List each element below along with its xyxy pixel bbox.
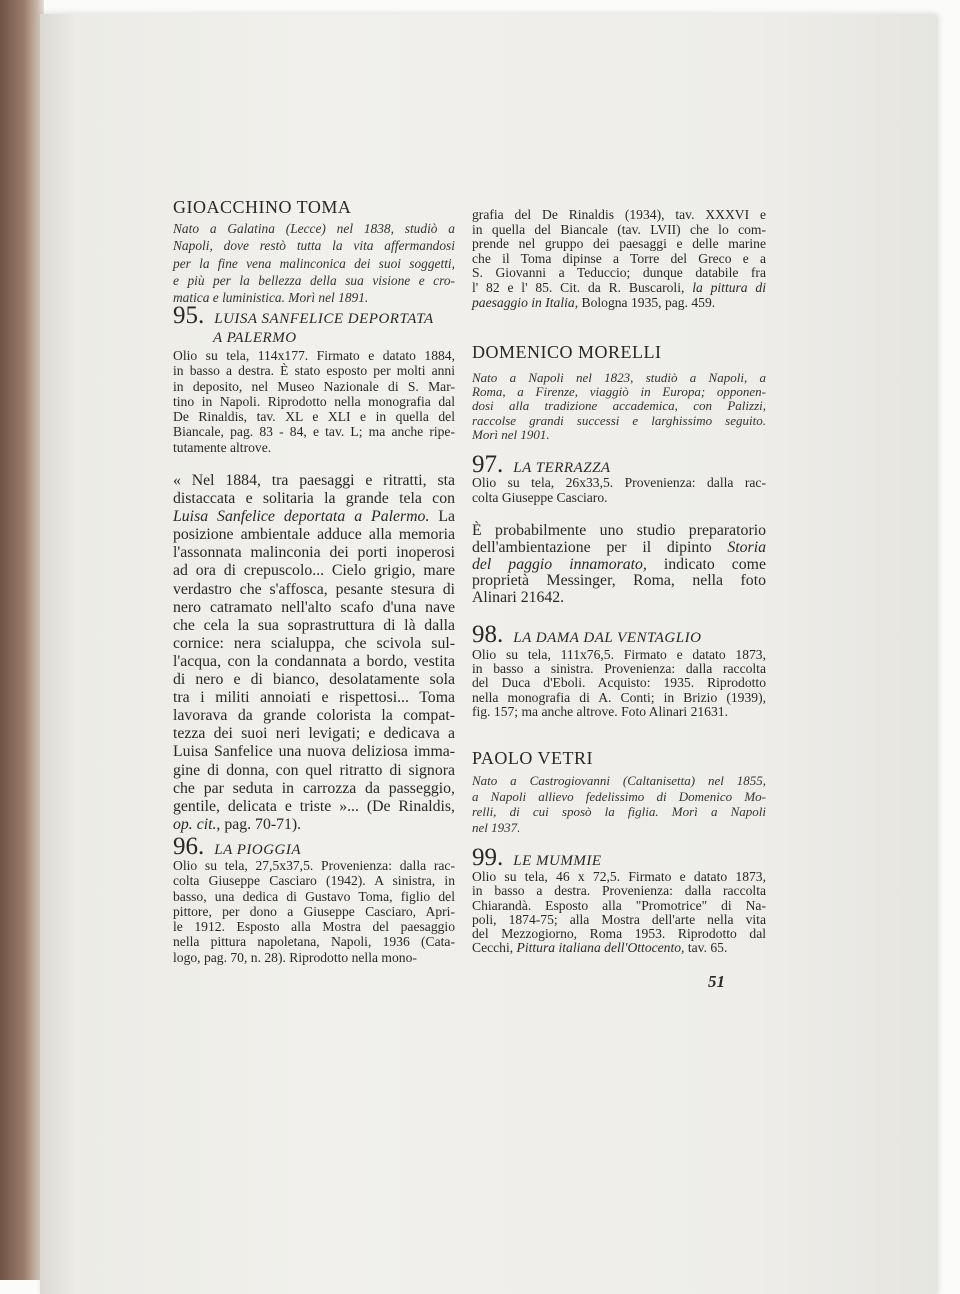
text-line: È probabilmente uno studio preparatorio [472, 522, 766, 539]
text-segment: paesaggio in Italia, [472, 294, 579, 310]
entry-96-continued [472, 208, 766, 310]
text-line: in quella del Biancale (tav. LVII) che lo com- [472, 221, 766, 237]
text-line: Roma, a Firenze, viaggiò in Europa; opponen- [472, 384, 766, 400]
text-line: l'acqua, con la condannata a bordo, vestita [173, 652, 455, 670]
text-line: Alinari 21642. [472, 589, 565, 607]
text-line [472, 557, 766, 574]
entry-title: LA TERRAZZA [513, 460, 611, 476]
text-line: le 1912. Esposto alla Mostra del paesaggio [173, 919, 455, 935]
text-line: relli, di cui sposò la figlia. Morì a Napoli [472, 804, 766, 820]
entry-number: 98. [472, 621, 504, 648]
text-line: gine di donna, con quel ritratto di signora [173, 761, 455, 779]
text-segment: Pittura italiana dell'Ottocento, [516, 940, 685, 956]
text-line: cornice: nera scialuppa, che scivola sul- [173, 634, 455, 652]
text-line: tezza dei suoi neri levigati; e dedicava a [173, 725, 455, 743]
text-segment: op. cit., [173, 815, 221, 833]
entry-number: 97. [472, 451, 504, 478]
text-segment: La [429, 508, 455, 526]
text-line: in basso a sinistra. Provenienza: dalla raccolta [472, 661, 766, 677]
text-line: Nato a Napoli nel 1823, studiò a Napoli, a [472, 370, 766, 385]
text-line: poli, 1874-75; alla Mostra dell'arte nella vita [472, 911, 766, 927]
text-line: che il Toma dipinse a Torre del Greco e a [472, 250, 766, 266]
text-line: Nato a Galatina (Lecce) nel 1838, studiò a [173, 221, 455, 236]
entry-97-details [472, 475, 766, 506]
text-line: e più per la bellezza della sua visione e cro- [173, 272, 455, 288]
text-line: Olio su tela, 46 x 72,5. Firmato e datato 1873, [472, 869, 766, 884]
text-segment: Cecchi, [472, 940, 517, 956]
entry-98-details [472, 648, 766, 719]
text-line: gentile, delicata e triste »... (De Rinaldis, [173, 797, 455, 815]
text-line: nel 1937. [472, 820, 521, 836]
text-line: dosi alla tradizione accademica, con Palizzi, [472, 398, 766, 414]
entry-title: LE MUMMIE [513, 853, 602, 869]
text-line: nella monografia di A. Conti; in Brizio (1939), [472, 689, 766, 705]
text-line: Olio su tela, 27,5x37,5. Provenienza: dalla rac- [173, 858, 455, 873]
text-line: del Duca d'Eboli. Acquisto: 1935. Riprodotto [472, 675, 766, 691]
text-segment: Bologna 1935, pag. 459. [578, 294, 716, 310]
entry-97-note [472, 523, 766, 607]
entry-95-quote [173, 472, 455, 834]
text-line: per la fine vena malinconica dei suoi soggetti, [173, 255, 455, 271]
text-line: Nato a Castrogiovanni (Caltanisetta) nel 1855, [472, 773, 766, 788]
text-line: di nero e di bianco, desolatamente sola [173, 671, 455, 689]
text-line [472, 540, 766, 557]
text-line [472, 281, 766, 296]
text-line: in basso a destra. È stato esposto per molti anni [173, 363, 455, 379]
text-line: basso, una dedica di Gustavo Toma, figlio del [173, 888, 455, 904]
artist-bio [472, 371, 766, 442]
text-segment: del paggio innamorato, [472, 555, 647, 573]
text-line: tino in Napoli. Riprodotto nella monografia dal [173, 393, 455, 409]
text-line: colta Giuseppe Casciaro. [472, 490, 608, 506]
text-line: verdastro che s'affosca, pesante stesura di [173, 580, 455, 598]
artist-bio [472, 773, 766, 836]
entry-number: 95. [173, 302, 205, 329]
text-line: Olio su tela, 26x33,5. Provenienza: dalla rac- [472, 475, 766, 490]
text-line: Morì nel 1901. [472, 426, 550, 442]
text-line: a Napoli allievo fedelissimo di Domenico Mo- [472, 788, 766, 804]
text-line: ad ora di crepuscolo... Cielo grigio, mare [173, 562, 455, 580]
entry-title: LA PIOGGIA [214, 842, 302, 858]
text-line: proprietà Messinger, Roma, nella foto [472, 572, 766, 590]
entry-98-heading [472, 622, 766, 648]
entry-96-heading [173, 834, 455, 860]
text-line [173, 816, 455, 834]
text-line: logo, pag. 70, n. 28). Riprodotto nella mono- [173, 949, 417, 965]
text-segment: Luisa Sanfelice deportata a Palermo. [173, 508, 430, 526]
text-segment: indicato come [646, 555, 766, 573]
text-line: in basso a destra. Provenienza: dalla raccolta [472, 883, 766, 899]
text-line: Olio su tela, 111x76,5. Firmato e datato 1873, [472, 647, 766, 662]
text-line: pittore, per dono a Giuseppe Casciaro, Apri- [173, 903, 455, 919]
entry-title-cont: A PALERMO [213, 330, 297, 346]
text-line: Biancale, pag. 83 - 84, e tav. L; ma anche ripe- [173, 424, 455, 440]
text-line: che cela la sua soprastruttura di là dalla [173, 616, 455, 634]
entry-99-details [472, 870, 766, 956]
text-line: distaccata e solitaria la grande tela con [173, 490, 455, 508]
entry-99-heading [472, 845, 766, 871]
text-line: in deposito, nel Museo Nazionale di S. Mar- [173, 378, 455, 394]
text-line: l'assonnata malinconia dei porti inoperosi [173, 544, 455, 562]
artist-name: GIOACCHINO TOMA [173, 197, 352, 217]
text-line [472, 941, 766, 955]
book-page [40, 14, 936, 1294]
text-segment: dell'ambientazione per il dipinto [472, 538, 728, 556]
entry-95-heading [173, 303, 455, 347]
artist-bio [173, 220, 455, 306]
entry-96-details [173, 858, 455, 965]
text-line: tra i militi annoiati e rispettosi... Toma [173, 689, 455, 707]
text-line: posizione ambientale adduce alla memoria [173, 526, 455, 544]
text-line: fig. 157; ma anche altrove. Foto Alinari 21631. [472, 703, 728, 719]
text-line: lavorava da grande colorista la compat- [173, 707, 455, 725]
entry-title: LA DAMA DAL VENTAGLIO [513, 630, 702, 646]
text-line: Olio su tela, 114x177. Firmato e datato 1884, [173, 348, 455, 363]
text-line: grafia del De Rinaldis (1934), tav. XXXVI e [472, 207, 766, 222]
entry-number: 96. [173, 833, 205, 860]
text-line: S. Giovanni a Teduccio; dunque databile fra [472, 265, 766, 281]
text-line: tutamente altrove. [173, 439, 272, 455]
text-segment: l' 82 e l' 85. Cit. da R. Buscaroli, [472, 279, 693, 295]
text-line: nella pittura napoletana, Napoli, 1936 (Cata- [173, 934, 455, 950]
text-segment: tav. 65. [684, 940, 728, 956]
entry-title: LUISA SANFELICE DEPORTATA [214, 311, 434, 327]
text-line: prende nel gruppo dei paesaggi e delle marine [472, 236, 766, 252]
text-segment: Storia [727, 538, 766, 556]
artist-name: DOMENICO MORELLI [472, 342, 662, 362]
text-line: matica e luministica. Morì nel 1891. [173, 290, 369, 306]
text-line: raccolse grandi successi e larghissimo seguito. [472, 412, 766, 428]
text-line [173, 508, 455, 526]
text-line [472, 296, 766, 311]
text-line: Chiarandà. Esposto alla "Promotrice" di Na- [472, 897, 766, 913]
text-line: Luisa Sanfelice una nuova deliziosa imma- [173, 743, 455, 761]
text-line: nero catramato nell'alto scafo d'una nave [173, 598, 455, 616]
text-line: « Nel 1884, tra paesaggi e ritratti, sta [173, 472, 455, 489]
page-number: 51 [708, 972, 725, 991]
book-cover-edge [0, 0, 44, 1280]
entry-95-details [173, 348, 455, 455]
entry-number: 99. [472, 844, 504, 871]
text-line: De Rinaldis, tav. XL e XLI e in quella del [173, 409, 455, 425]
artist-name: PAOLO VETRI [472, 748, 594, 768]
text-line: del Mezzogiorno, Roma 1953. Riprodotto dal [472, 926, 766, 942]
text-line: che par seduta in carrozza da passeggio, [173, 779, 455, 797]
text-line: colta Giuseppe Casciaro (1942). A sinistra, in [173, 873, 455, 889]
text-segment: la pittura di [692, 279, 766, 295]
text-segment: pag. 70-71). [220, 815, 302, 833]
text-line: Napoli, dove restò tutta la vita affermandosi [173, 238, 455, 254]
